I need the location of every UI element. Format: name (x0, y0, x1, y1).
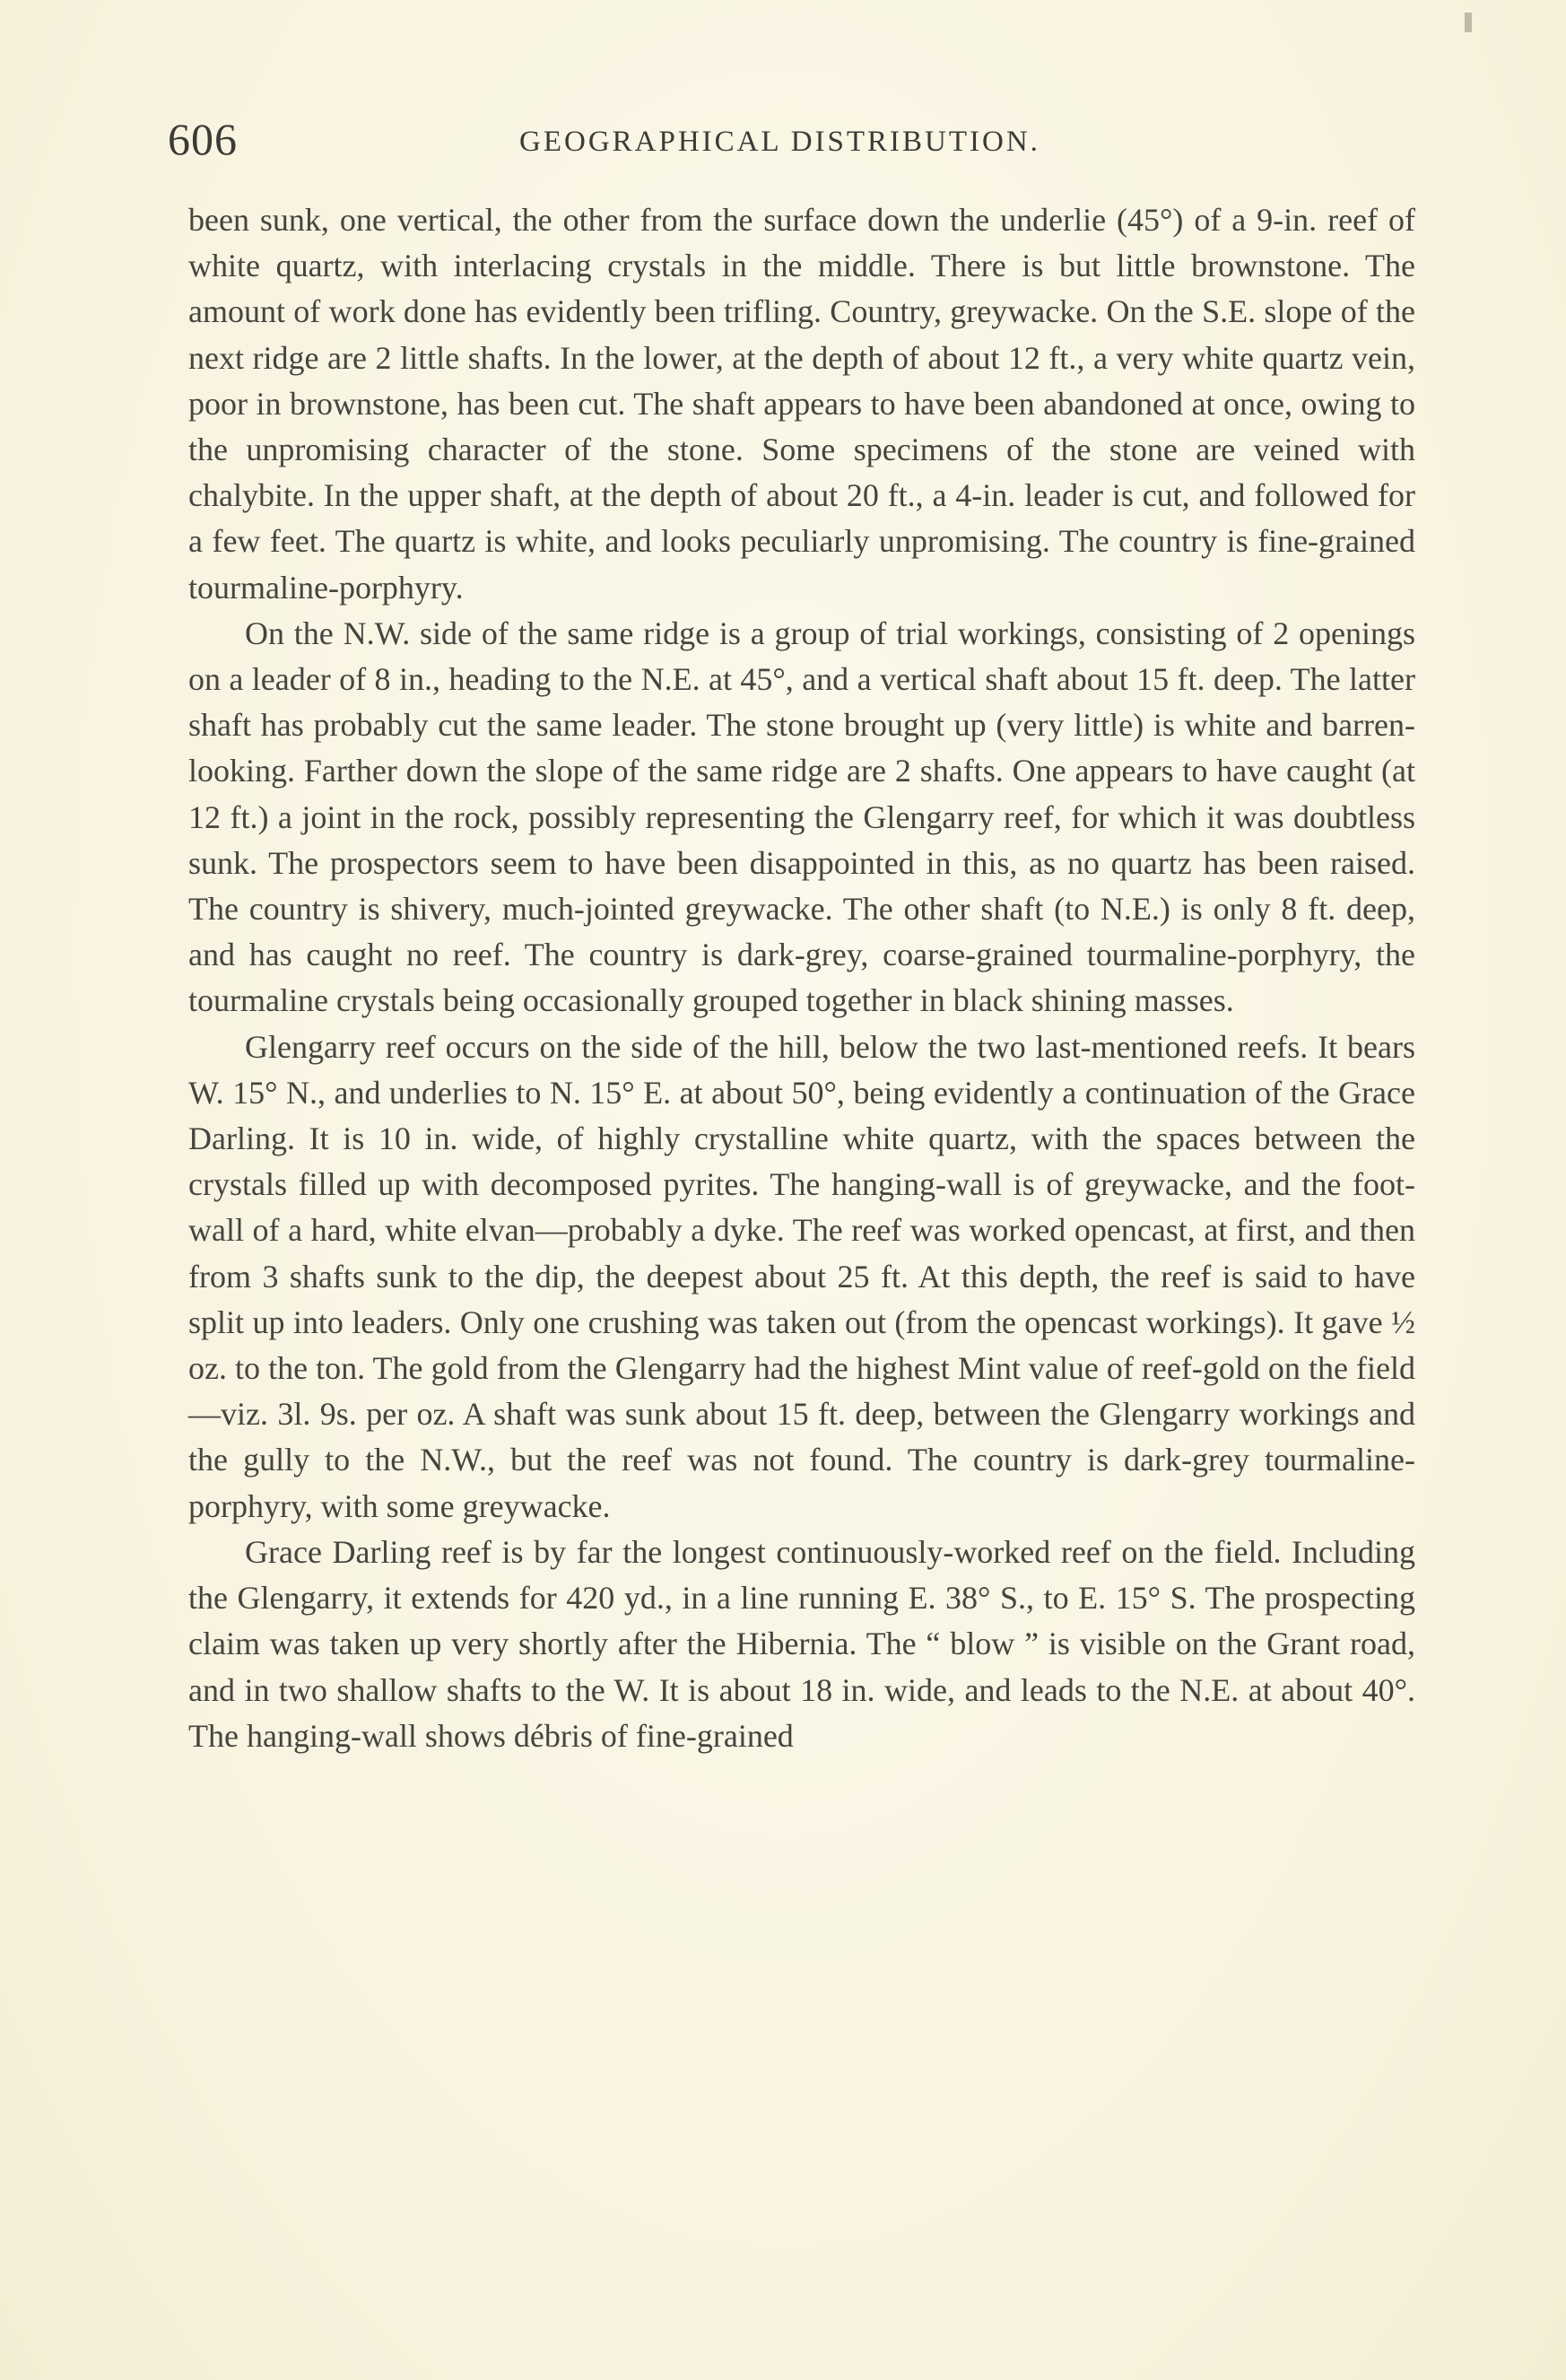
page-header (168, 113, 1423, 167)
running-head: GEOGRAPHICAL DISTRIBUTION. (519, 126, 1040, 158)
paragraph-grace-darling-reef: Grace Darling reef is by far the longest continuously-worked reef on the field. Including the Glengarry, it extends for 420 yd., in a line running E. 38° S., to E. 15° S. The prospecting claim was taken up very shortly after the Hibernia. The “ blow ” is visible on the Grant road, and in two shallow shafts to the W. It is about 18 in. wide, and leads to the N.E. at about 40°. The hanging-wall shows débris of fine-grained (188, 1533, 1415, 1754)
page-number: 606 (168, 114, 238, 164)
margin-mark (1465, 13, 1472, 32)
paragraph-nw-side: On the N.W. side of the same ridge is a group of trial workings, consisting of 2 openings on a leader of 8 in., heading to the N.E. at 45°, and a vertical shaft about 15 ft. deep. The latter shaft has probably cut the same leader. The stone brought up (very little) is white and barren-looking. Farther down the slope of the same ridge are 2 shafts. One appears to have caught (at 12 ft.) a joint in the rock, possibly representing the Glengarry reef, for which it was doubtless sunk. The prospectors seem to have been disappointed in this, as no quartz has been raised. The country is shivery, much-jointed greywacke. The other shaft (to N.E.) is only 8 ft. deep, and has caught no reef. The country is dark-grey, coarse-grained tourmaline-porphyry, the tourmaline crystals being occasionally grouped together in black shining masses. (188, 615, 1415, 1019)
body-text (188, 197, 1415, 1759)
paragraph-continuation: been sunk, one vertical, the other from the surface down the underlie (45°) of a 9-in. reef of white quartz, with interlacing crystals in the middle. There is but little brownstone. The amount of work done has evidently been trifling. Country, greywacke. On the S.E. slope of the next ridge are 2 little shafts. In the lower, at the depth of about 12 ft., a very white quartz vein, poor in brownstone, has been cut. The shaft appears to have been abandoned at once, owing to the unpromising character of the stone. Some specimens of the stone are veined with chalybite. In the upper shaft, at the depth of about 20 ft., a 4-in. leader is cut, and followed for a few feet. The quartz is white, and looks peculiarly unpromising. The country is fine-grained tourmaline-porphyry. (188, 202, 1415, 606)
paragraph-glengarry-reef: Glengarry reef occurs on the side of the hill, below the two last-mentioned reefs. It bears W. 15° N., and underlies to N. 15° E. at about 50°, being evidently a continuation of the Grace Darling. It is 10 in. wide, of highly crystalline white quartz, with the spaces between the crystals filled up with decomposed pyrites. The hanging-wall is of greywacke, and the foot-wall of a hard, white elvan—probably a dyke. The reef was worked opencast, at first, and then from 3 shafts sunk to the dip, the deepest about 25 ft. At this depth, the reef is said to have split up into leaders. Only one crushing was taken out (from the opencast workings). It gave ½ oz. to the ton. The gold from the Glengarry had the highest Mint value of reef-gold on the field—viz. 3l. 9s. per oz. A shaft was sunk about 15 ft. deep, between the Glengarry workings and the gully to the N.W., but the reef was not found. The country is dark-grey tourmaline-porphyry, with some greywacke. (188, 1028, 1415, 1524)
